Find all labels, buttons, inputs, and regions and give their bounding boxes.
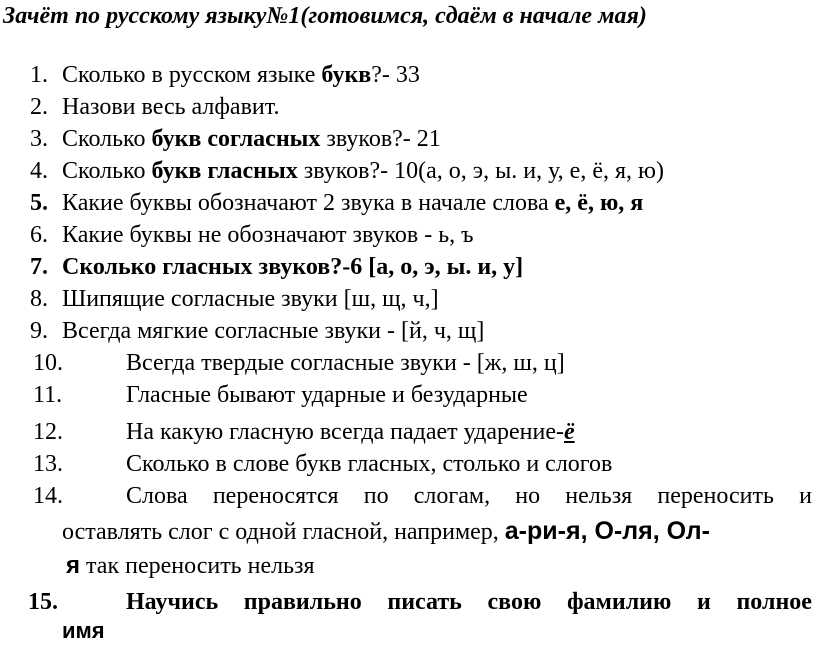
item-text: Назови весь алфавит. <box>62 94 280 120</box>
item-text: Сколько букв гласных звуков?- 10(а, о, э, ы. и, у, е, ё, я, ю) <box>62 158 664 184</box>
item-text: На какую гласную всегда падает ударение-ё <box>126 419 575 445</box>
item-number: 5. <box>30 190 48 216</box>
item-text: Сколько в русском языке букв?- 33 <box>62 62 420 88</box>
item-number: 4. <box>30 158 48 184</box>
item-number: 12. <box>33 419 63 445</box>
item-text: Гласные бывают ударные и безударные <box>126 382 528 408</box>
item-number: 10. <box>33 350 63 376</box>
item-number: 14. <box>33 483 63 509</box>
item-number: 6. <box>30 222 48 248</box>
item-number: 1. <box>30 62 48 88</box>
item-text: имя <box>62 618 105 643</box>
item-number: 3. <box>30 126 48 152</box>
item-text: Какие буквы не обозначают звуков - ь, ъ <box>62 222 474 248</box>
item-number: 9. <box>30 318 48 344</box>
item-text: Какие буквы обозначают 2 звука в начале слова е, ё, ю, я <box>62 190 644 216</box>
item-text: Сколько букв согласных звуков?- 21 <box>62 126 441 152</box>
item-text: я так переносить нельзя <box>66 552 315 579</box>
item-text: Всегда мягкие согласные звуки - [й, ч, щ] <box>62 318 485 344</box>
page-title: Зачёт по русскому языку№1(готовимся, сдаём в начале мая) <box>3 3 647 29</box>
item-text: Сколько в слове букв гласных, столько и слогов <box>126 451 613 477</box>
item-text: Шипящие согласные звуки [ш, щ, ч,] <box>62 286 439 312</box>
item-number: 11. <box>33 382 63 408</box>
item-text: Научись правильно писать свою фамилию и полное <box>126 589 812 615</box>
item-text: Слова переносятся по слогам, но нельзя переносить и <box>126 483 812 509</box>
item-text: Всегда твердые согласные звуки - [ж, ш, ц] <box>126 350 565 376</box>
item-number: 2. <box>30 94 48 120</box>
item-number: 13. <box>33 451 63 477</box>
item-text: Сколько гласных звуков?-6 [а, о, э, ы. и, у] <box>62 254 524 280</box>
item-number: 8. <box>30 286 48 312</box>
item-number: 15. <box>28 589 58 615</box>
item-number: 7. <box>30 254 48 280</box>
item-text: оставлять слог с одной гласной, например, а-ри-я, О-ля, Ол- <box>62 517 710 545</box>
